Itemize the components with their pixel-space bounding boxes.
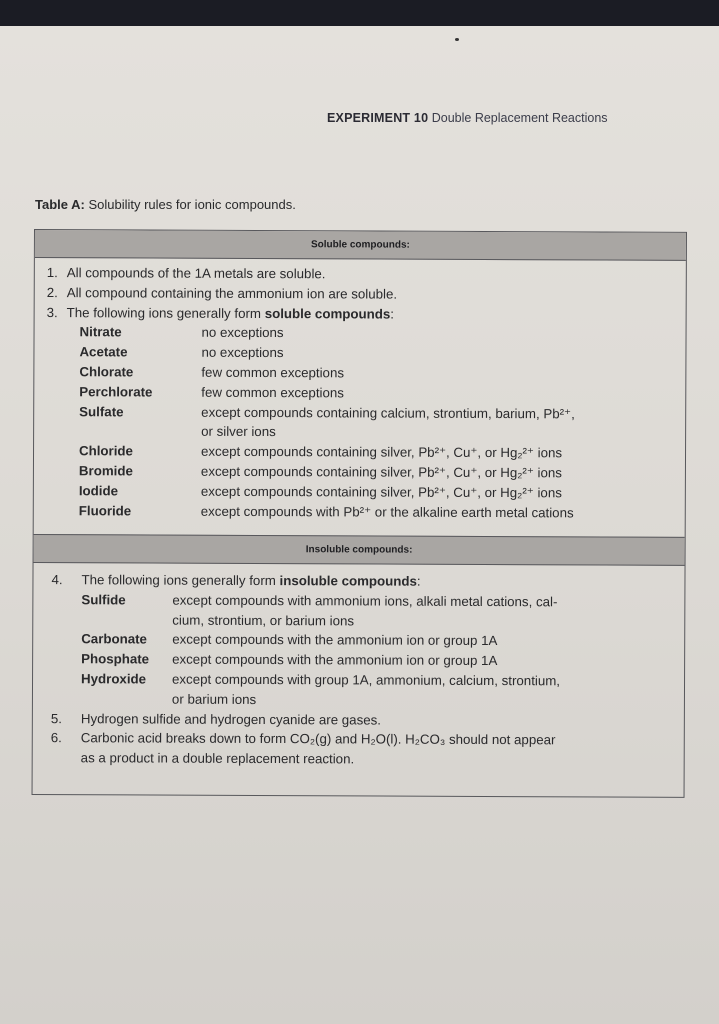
- item-text: All compounds of the 1A metals are soluble.: [66, 265, 326, 282]
- ion-rule-cont: cium, strontium, or barium ions: [172, 612, 355, 628]
- item-text: The following ions generally form soluble compounds:: [66, 304, 395, 322]
- punch-mark: [455, 38, 459, 41]
- ion-rule: except compounds containing silver, Pb²⁺, Cu⁺, or Hg₂²⁺ ions: [200, 463, 563, 481]
- item-text: Hydrogen sulfide and hydrogen cyanide are gases.: [80, 710, 382, 728]
- item-text: Carbonic acid breaks down to form CO₂(g) and H₂O(l). H₂CO₃ should not appear: [80, 730, 556, 748]
- table-label: Table A:: [35, 197, 85, 212]
- insoluble-section: [33, 570, 685, 771]
- ion-rule: except compounds with ammonium ions, alkali metal cations, cal-: [172, 592, 558, 610]
- ion-rule: except compounds with the ammonium ion or group 1A: [172, 651, 498, 669]
- soluble-heading: Soluble compounds:: [35, 230, 686, 261]
- item-number: 1.: [46, 265, 58, 281]
- ion-name: Phosphate: [81, 651, 150, 667]
- ion-name: Bromide: [78, 463, 133, 479]
- experiment-number: EXPERIMENT 10: [327, 111, 429, 125]
- page-header: [327, 111, 608, 125]
- ion-name: Carbonate: [81, 631, 148, 647]
- ion-rule-row: [34, 501, 685, 524]
- solubility-table: [32, 229, 687, 798]
- ion-rule: no exceptions: [201, 325, 284, 341]
- ion-name: Nitrate: [79, 324, 122, 340]
- soluble-section: [34, 263, 686, 523]
- ion-rule: except compounds with the ammonium ion or group 1A: [172, 631, 498, 649]
- item-text-cont: as a product in a double replacement reaction.: [80, 750, 355, 767]
- ion-name: Iodide: [78, 482, 119, 499]
- insoluble-heading: Insoluble compounds:: [34, 534, 685, 566]
- ion-rule: except compounds containing calcium, strontium, barium, Pb²⁺,: [201, 404, 575, 421]
- ion-rule: except compounds with group 1A, ammonium, calcium, strontium,: [172, 671, 561, 689]
- item-number: 4.: [51, 572, 63, 588]
- item-number: 3.: [46, 304, 58, 320]
- document-page: [0, 26, 719, 1024]
- ion-rule: no exceptions: [201, 344, 284, 361]
- ion-name: Chloride: [78, 443, 134, 459]
- table-caption: [35, 197, 296, 212]
- list-item-continuation: [33, 748, 684, 771]
- item-number: 2.: [46, 284, 58, 300]
- ion-name: Perchlorate: [79, 383, 153, 400]
- photo-dark-top-edge: [0, 0, 719, 28]
- ion-rule: few common exceptions: [201, 364, 345, 381]
- ion-name: Chlorate: [79, 364, 134, 380]
- ion-name: Sulfate: [79, 403, 124, 419]
- item-number: 5.: [50, 710, 62, 726]
- experiment-title: Double Replacement Reactions: [431, 111, 608, 125]
- ion-rule: except compounds with Pb²⁺ or the alkaline earth metal cations: [200, 503, 574, 520]
- ion-name: Acetate: [79, 344, 128, 360]
- ion-rule: few common exceptions: [201, 384, 344, 401]
- ion-name: Sulfide: [81, 592, 126, 608]
- ion-name: Hydroxide: [81, 671, 147, 687]
- ion-rule-cont: or barium ions: [171, 691, 257, 707]
- ion-rule: except compounds containing silver, Pb²⁺, Cu⁺, or Hg₂²⁺ ions: [200, 443, 563, 461]
- item-text: The following ions generally form insoluble compounds:: [81, 572, 421, 589]
- item-number: 6.: [50, 730, 62, 746]
- ion-rule: except compounds containing silver, Pb²⁺, Cu⁺, or Hg₂²⁺ ions: [200, 483, 562, 501]
- ion-name: Fluoride: [78, 502, 132, 518]
- ion-rule-cont: or silver ions: [201, 424, 276, 440]
- table-title: Solubility rules for ionic compounds.: [88, 197, 296, 212]
- item-text: All compound containing the ammonium ion are soluble.: [66, 284, 398, 302]
